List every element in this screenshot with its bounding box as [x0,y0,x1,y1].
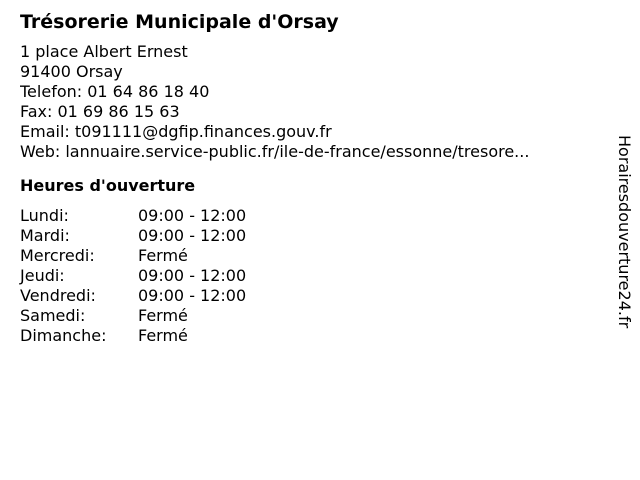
fax-line: Fax: 01 69 86 15 63 [20,102,180,121]
hours-row-tuesday [20,226,600,246]
opening-hours-table [20,206,600,346]
hours-row-wednesday [20,246,600,266]
hours-time: Fermé [138,326,188,345]
hours-day: Mardi: [20,226,70,245]
hours-row-friday [20,286,600,306]
email-line: Email: t091111@dgfip.finances.gouv.fr [20,122,332,141]
hours-row-saturday [20,306,600,326]
address-city: 91400 Orsay [20,62,123,81]
hours-row-monday [20,206,600,226]
business-title: Trésorerie Municipale d'Orsay [20,11,339,33]
hours-day: Lundi: [20,206,69,225]
hours-day: Vendredi: [20,286,96,305]
hours-row-thursday [20,266,600,286]
hours-time: 09:00 - 12:00 [138,286,247,305]
business-card [20,10,600,346]
address-street: 1 place Albert Ernest [20,42,188,61]
hours-time: 09:00 - 12:00 [138,266,247,285]
brand-watermark: Horairesdouverture24.fr [615,135,634,329]
phone-line: Telefon: 01 64 86 18 40 [20,82,210,101]
hours-day: Mercredi: [20,246,95,265]
contact-block [20,42,600,162]
hours-time: Fermé [138,306,188,325]
web-line: Web: lannuaire.service-public.fr/ile-de-france/essonne/tresore... [20,142,530,161]
hours-time: 09:00 - 12:00 [138,226,247,245]
opening-hours-heading: Heures d'ouverture [20,176,196,195]
hours-day: Samedi: [20,306,86,325]
hours-time: 09:00 - 12:00 [138,206,247,225]
hours-time: Fermé [138,246,188,265]
hours-day: Jeudi: [20,266,65,285]
hours-row-sunday [20,326,600,346]
hours-day: Dimanche: [20,326,107,345]
